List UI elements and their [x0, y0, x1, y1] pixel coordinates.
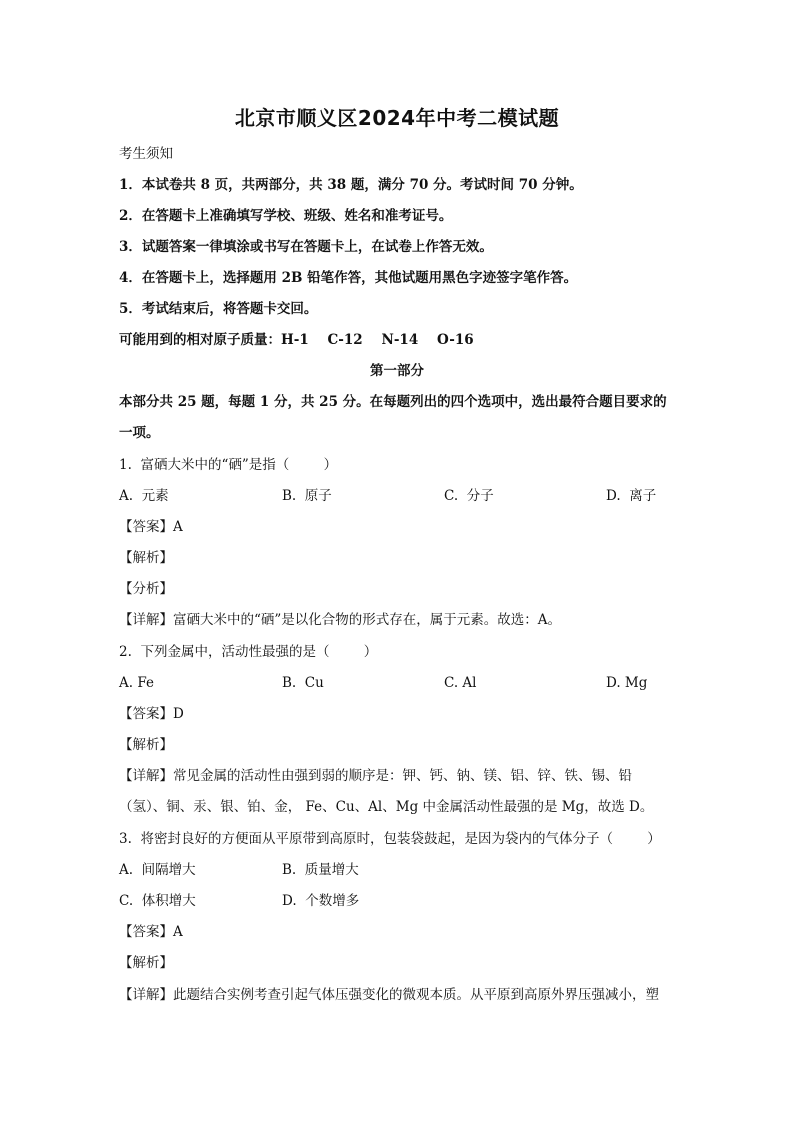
q1-option-c: C. 分子 [444, 488, 494, 504]
q3-detail: 【详解】此题结合实例考查引起气体压强变化的微观本质。从平原到高原外界压强减小，塑 [119, 987, 659, 1003]
q1-option-b: B. 原子 [282, 488, 332, 504]
q1-fenxi-label: 【分析】 [119, 581, 173, 597]
q1-option-a: A. 元素 [119, 488, 169, 504]
q1-stem: 1. 富硒大米中的“硒”是指（ ） [119, 457, 338, 473]
q2-option-d: D. Mg [606, 675, 648, 691]
q1-option-d: D. 离子 [606, 488, 657, 504]
notice-item-1: 1．本试卷共 8 页，共两部分，共 38 题，满分 70 分。考试时间 70 分钟。 [119, 177, 583, 193]
q1-answer: 【答案】A [119, 519, 183, 535]
q3-option-c: C. 体积增大 [119, 893, 196, 909]
q3-option-b: B. 质量增大 [282, 862, 359, 878]
q3-jiexi-label: 【解析】 [119, 955, 173, 971]
q3-option-a: A. 间隔增大 [119, 862, 196, 878]
q2-jiexi-label: 【解析】 [119, 737, 173, 753]
part1-heading: 第一部分 [370, 363, 424, 379]
q2-answer: 【答案】D [119, 706, 184, 722]
q1-detail: 【详解】富硒大米中的“硒”是以化合物的形式存在，属于元素。故选：A。 [119, 612, 562, 628]
notice-item-5: 5．考试结束后，将答题卡交回。 [119, 301, 318, 317]
q3-stem: 3. 将密封良好的方便面从平原带到高原时，包装袋鼓起，是因为袋内的气体分子（ ） [119, 831, 661, 847]
q2-option-b: B. Cu [282, 675, 324, 691]
notice-heading: 考生须知 [119, 146, 173, 162]
q2-detail-line2: （氢）、铜、汞、银、铂、金， Fe、Cu、Al、Mg 中金属活动性最强的是 Mg，故选 D。 [119, 799, 654, 815]
part1-intro-line2: 一项。 [119, 425, 160, 441]
q1-jiexi-label: 【解析】 [119, 550, 173, 566]
q2-detail-line1: 【详解】常见金属的活动性由强到弱的顺序是：钾、钙、钠、镁、铝、锌、铁、锡、铅 [119, 768, 632, 784]
part1-intro-line1: 本部分共 25 题，每题 1 分，共 25 分。在每题列出的四个选项中，选出最符合题目要求的 [119, 394, 667, 410]
notice-item-2: 2．在答题卡上准确填写学校、班级、姓名和准考证号。 [119, 208, 453, 224]
q3-answer: 【答案】A [119, 924, 183, 940]
exam-title: 北京市顺义区2024年中考二模试题 [234, 106, 560, 130]
q3-option-d: D. 个数增多 [282, 893, 360, 909]
q2-option-a: A. Fe [119, 675, 154, 691]
q2-stem: 2. 下列金属中，活动性最强的是（ ） [119, 644, 378, 660]
notice-item-3: 3．试题答案一律填涂或书写在答题卡上，在试卷上作答无效。 [119, 239, 493, 255]
atomic-mass-line: 可能用到的相对原子质量：H-1 C-12 N-14 O-16 [119, 332, 474, 348]
q2-option-c: C. Al [444, 675, 477, 691]
notice-item-4: 4．在答题卡上，选择题用 2B 铅笔作答，其他试题用黑色字迹签字笔作答。 [119, 270, 578, 286]
